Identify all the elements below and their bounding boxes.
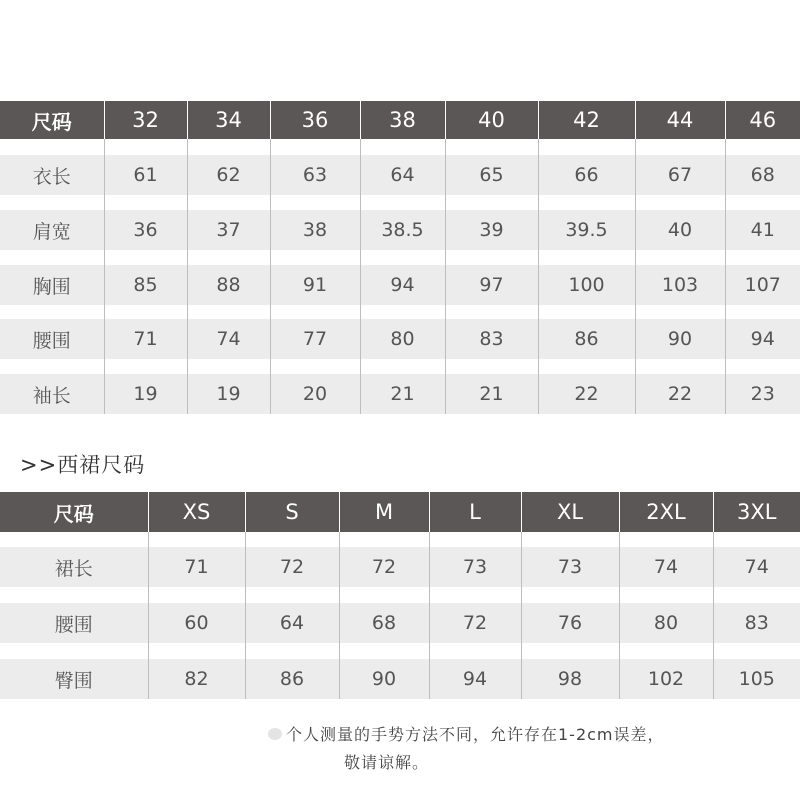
cell: 71 [104, 319, 187, 359]
cell: 73 [429, 547, 521, 587]
cell: 41 [725, 210, 800, 250]
skirt-section-title: >>西裙尺码 [20, 453, 146, 477]
cell: 64 [360, 155, 445, 195]
cell: 71 [148, 547, 245, 587]
cell: 72 [339, 547, 429, 587]
cell: 77 [270, 319, 360, 359]
row-label: 衣长 [0, 155, 104, 195]
cell: 38 [270, 210, 360, 250]
cell: 98 [521, 659, 619, 699]
table-row [0, 603, 800, 643]
size-col: 34 [187, 101, 270, 139]
cell: 40 [635, 210, 725, 250]
table-row [0, 547, 800, 587]
cell: 21 [445, 374, 538, 414]
skirt-size-table [0, 492, 800, 699]
cell: 39.5 [538, 210, 635, 250]
cell: 86 [245, 659, 339, 699]
cell: 60 [148, 603, 245, 643]
header-label: 尺码 [0, 492, 148, 532]
size-col: 42 [538, 101, 635, 139]
table-row [0, 265, 800, 305]
cell: 61 [104, 155, 187, 195]
row-label: 胸围 [0, 265, 104, 305]
cell: 105 [713, 659, 800, 699]
top-header-row [0, 101, 800, 139]
note-line-1: 个人测量的手势方法不同，允许存在1-2cm误差， [286, 725, 665, 744]
cell: 83 [713, 603, 800, 643]
cell: 21 [360, 374, 445, 414]
cell: 74 [187, 319, 270, 359]
cell: 80 [360, 319, 445, 359]
row-label: 肩宽 [0, 210, 104, 250]
cell: 76 [521, 603, 619, 643]
size-col: L [429, 492, 521, 532]
table-row [0, 155, 800, 195]
cell: 63 [270, 155, 360, 195]
cell: 73 [521, 547, 619, 587]
cell: 65 [445, 155, 538, 195]
size-col: 40 [445, 101, 538, 139]
table-row [0, 210, 800, 250]
cell: 19 [187, 374, 270, 414]
cell: 91 [270, 265, 360, 305]
size-col: 46 [725, 101, 800, 139]
cell: 94 [360, 265, 445, 305]
note-line-2: 敬请谅解。 [344, 753, 430, 772]
cell: 20 [270, 374, 360, 414]
cell: 66 [538, 155, 635, 195]
cell: 74 [713, 547, 800, 587]
cell: 68 [725, 155, 800, 195]
cell: 22 [538, 374, 635, 414]
cell: 94 [725, 319, 800, 359]
cell: 94 [429, 659, 521, 699]
row-label: 腰围 [0, 603, 148, 643]
top-size-table [0, 101, 800, 414]
size-col: 36 [270, 101, 360, 139]
cell: 67 [635, 155, 725, 195]
size-col: XL [521, 492, 619, 532]
cell: 88 [187, 265, 270, 305]
cell: 22 [635, 374, 725, 414]
cell: 39 [445, 210, 538, 250]
size-col: XS [148, 492, 245, 532]
cell: 90 [635, 319, 725, 359]
cell: 85 [104, 265, 187, 305]
size-col: 3XL [713, 492, 800, 532]
cell: 103 [635, 265, 725, 305]
cell: 62 [187, 155, 270, 195]
cell: 23 [725, 374, 800, 414]
cell: 72 [245, 547, 339, 587]
cell: 37 [187, 210, 270, 250]
row-label: 袖长 [0, 374, 104, 414]
cell: 90 [339, 659, 429, 699]
cell: 38.5 [360, 210, 445, 250]
bullet-dot-icon [268, 728, 282, 740]
cell: 83 [445, 319, 538, 359]
table-row [0, 374, 800, 414]
cell: 100 [538, 265, 635, 305]
cell: 19 [104, 374, 187, 414]
row-label: 裙长 [0, 547, 148, 587]
header-label: 尺码 [0, 101, 104, 139]
cell: 97 [445, 265, 538, 305]
cell: 74 [619, 547, 713, 587]
cell: 72 [429, 603, 521, 643]
cell: 68 [339, 603, 429, 643]
table-row [0, 659, 800, 699]
size-col: 38 [360, 101, 445, 139]
measurement-note [286, 721, 665, 777]
cell: 80 [619, 603, 713, 643]
cell: 82 [148, 659, 245, 699]
cell: 86 [538, 319, 635, 359]
size-col: M [339, 492, 429, 532]
cell: 64 [245, 603, 339, 643]
cell: 36 [104, 210, 187, 250]
row-label: 腰围 [0, 319, 104, 359]
cell: 107 [725, 265, 800, 305]
size-col: 44 [635, 101, 725, 139]
table-row [0, 319, 800, 359]
size-col: 32 [104, 101, 187, 139]
skirt-header-row [0, 492, 800, 532]
size-col: 2XL [619, 492, 713, 532]
row-label: 臀围 [0, 659, 148, 699]
size-col: S [245, 492, 339, 532]
cell: 102 [619, 659, 713, 699]
